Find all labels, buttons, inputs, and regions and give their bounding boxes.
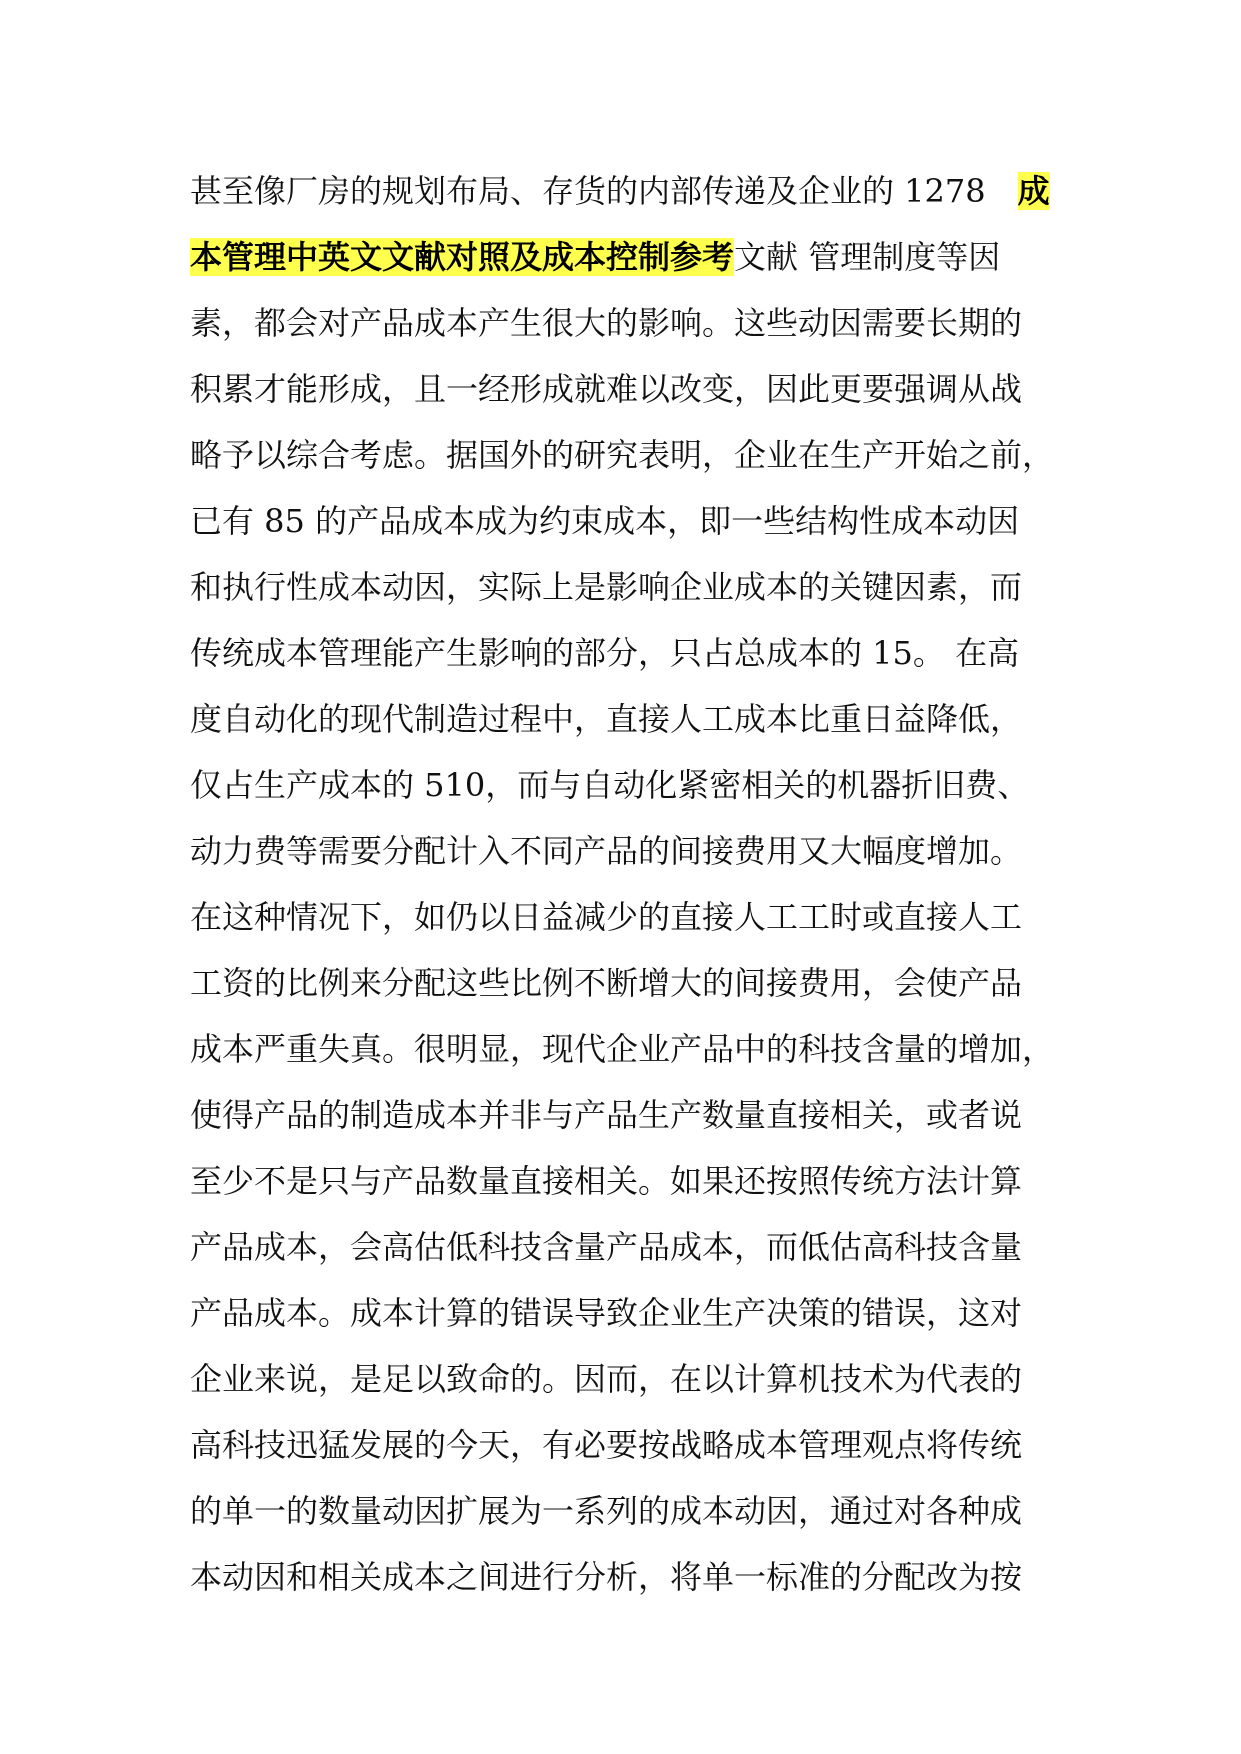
highlighted-title-start: 成 xyxy=(1017,172,1050,210)
text-line: 产品成本。成本计算的错误导致企业生产决策的错误，这对 xyxy=(190,1294,1023,1332)
text-line: 在这种情况下，如仍以日益减少的直接人工工时或直接人工 xyxy=(190,898,1023,936)
text-line: 至少不是只与产品数量直接相关。如果还按照传统方法计算 xyxy=(190,1162,1023,1200)
text-line: 略予以综合考虑。据国外的研究表明，企业在生产开始之前， xyxy=(190,436,1055,474)
text-line xyxy=(190,224,1060,290)
text-line: 度自动化的现代制造过程中，直接人工成本比重日益降低， xyxy=(190,700,1023,738)
text-line: 素，都会对产品成本产生很大的影响。这些动因需要长期的 xyxy=(190,304,1023,342)
text-line: 的单一的数量动因扩展为一系列的成本动因，通过对各种成 xyxy=(190,1492,1023,1530)
text-line: 和执行性成本动因，实际上是影响企业成本的关键因素，而 xyxy=(190,568,1023,606)
text-line: 工资的比例来分配这些比例不断增大的间接费用，会使产品 xyxy=(190,964,1023,1002)
text-line: 产品成本，会高估低科技含量产品成本，而低估高科技含量 xyxy=(190,1228,1023,1266)
text-line: 企业来说，是足以致命的。因而，在以计算机技术为代表的 xyxy=(190,1360,1023,1398)
text-line xyxy=(190,158,1060,224)
body-text xyxy=(190,158,1060,1610)
text-line: 成本严重失真。很明显，现代企业产品中的科技含量的增加， xyxy=(190,1030,1055,1068)
text-line: 使得产品的制造成本并非与产品生产数量直接相关，或者说 xyxy=(190,1096,1023,1134)
text-line: 积累才能形成，且一经形成就难以改变，因此更要强调从战 xyxy=(190,370,1023,408)
text-segment: 文献 管理制度等因 xyxy=(734,238,1001,276)
text-line: 动力费等需要分配计入不同产品的间接费用又大幅度增加。 xyxy=(190,832,1023,870)
text-line: 仅占生产成本的 510，而与自动化紧密相关的机器折旧费、 xyxy=(190,766,1030,804)
text-line: 已有 85 的产品成本成为约束成本，即一些结构性成本动因 xyxy=(190,502,1020,540)
highlighted-title: 本管理中英文文献对照及成本控制参考 xyxy=(190,238,735,276)
text-segment: 甚至像厂房的规划布局、存货的内部传递及企业的 1278 xyxy=(190,172,1018,210)
text-line: 高科技迅猛发展的今天，有必要按战略成本管理观点将传统 xyxy=(190,1426,1023,1464)
text-line: 本动因和相关成本之间进行分析，将单一标准的分配改为按 xyxy=(190,1558,1023,1596)
text-line: 传统成本管理能产生影响的部分，只占总成本的 15。 在高 xyxy=(190,634,1020,672)
